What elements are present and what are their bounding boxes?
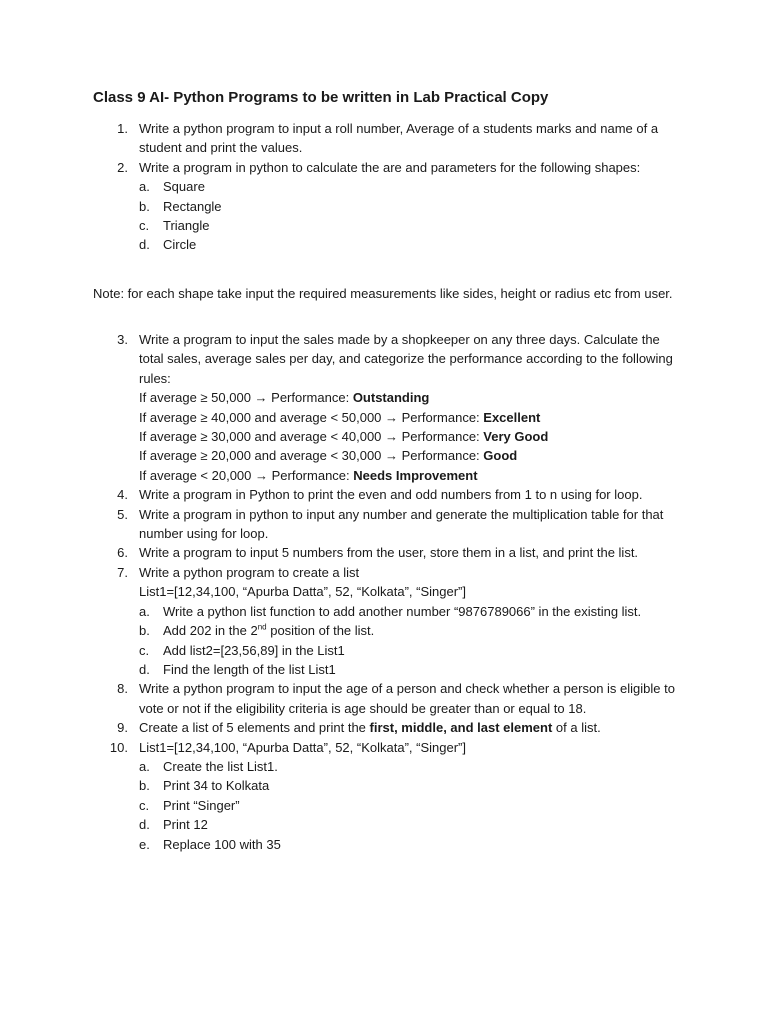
question-text: Write a program to input 5 numbers from the user, store them in a list, and print the list. <box>139 545 639 561</box>
performance-rule <box>139 466 679 485</box>
sub-item-label: a. <box>139 758 150 774</box>
ordinal-superscript: nd <box>257 622 267 632</box>
question-1 <box>0 119 679 158</box>
question-text-bold: first, middle, and last element <box>369 720 553 736</box>
question-number: 5. <box>117 506 128 522</box>
question-number: 10. <box>109 739 128 755</box>
sub-item-text: Square <box>163 179 205 195</box>
sub-item <box>139 602 679 621</box>
question-number: 2. <box>117 159 128 175</box>
question-list-part-1 <box>0 119 768 255</box>
sub-item <box>139 197 679 216</box>
rule-condition: If average < 20,000 → Performance: <box>139 467 354 483</box>
sub-item-text: Replace 100 with 35 <box>163 836 281 852</box>
sub-item-text: Print 34 to Kolkata <box>163 778 270 794</box>
sub-item-label: d. <box>139 237 150 253</box>
question-number: 3. <box>117 332 128 347</box>
rule-performance: Good <box>483 448 518 464</box>
question-7 <box>0 563 679 679</box>
sub-item-text: Find the length of the list List1 <box>163 661 336 677</box>
list-definition: List1=[12,34,100, “Apurba Datta”, 52, “Kolkata”, “Singer”] <box>139 584 466 600</box>
rule-condition: If average ≥ 50,000 → Performance: <box>139 390 353 406</box>
performance-rule <box>139 427 679 446</box>
question-4 <box>0 485 679 504</box>
sub-item <box>139 815 679 834</box>
note-text: Note: for each shape take input the required measurements like sides, height or radius etc from user. <box>93 286 673 301</box>
sub-item-label: a. <box>139 179 150 195</box>
sub-item <box>139 177 679 196</box>
question-2 <box>0 158 679 255</box>
rule-condition: If average ≥ 40,000 and average < 50,000 → Performance: <box>139 409 484 425</box>
sub-item-text-post: position of the list. <box>266 623 375 639</box>
sub-item <box>139 796 679 815</box>
sub-item <box>139 621 679 640</box>
question-number: 1. <box>117 121 128 136</box>
question-text: List1=[12,34,100, “Apurba Datta”, 52, “Kolkata”, “Singer”] <box>139 739 466 755</box>
question-10 <box>0 738 679 854</box>
question-text: Write a program in python to input any number and generate the multiplication table for that number using for loop. <box>139 506 664 542</box>
question-number: 7. <box>117 564 128 580</box>
question-text: Write a program in python to calculate the are and parameters for the following shapes: <box>139 159 641 175</box>
sub-item-text: Triangle <box>163 218 210 234</box>
rule-performance: Outstanding <box>352 390 430 406</box>
sub-item-label: e. <box>139 836 150 852</box>
sub-item-label: c. <box>139 642 150 658</box>
sub-item <box>139 757 679 776</box>
sub-item-text: Create the list List1. <box>163 758 278 774</box>
sub-item-label: d. <box>139 661 150 677</box>
rule-condition: If average ≥ 30,000 and average < 40,000 → Performance: <box>139 429 484 445</box>
sub-item-text-pre: Add 202 in the 2 <box>163 623 258 639</box>
question-number: 8. <box>117 681 128 697</box>
sub-item <box>139 660 679 679</box>
question-text: Write a python program to create a list <box>139 564 360 580</box>
performance-rule <box>139 388 679 407</box>
question-text-pre: Create a list of 5 elements and print the <box>139 720 370 736</box>
sub-item <box>139 641 679 660</box>
question-text: Write a python program to input a roll number, Average of a students marks and name of a student and print the values. <box>139 121 659 156</box>
sub-item <box>139 835 679 854</box>
question-text-post: of a list. <box>552 720 601 736</box>
question-text: Write a program to input the sales made by a shopkeeper on any three days. Calculate the total sales, average sales per day, and categorize the performance according to the following rules: <box>139 332 673 386</box>
sub-item <box>139 235 679 254</box>
question-list-part-2 <box>0 330 768 854</box>
question-8 <box>0 679 679 718</box>
sub-item <box>139 776 679 795</box>
sub-item-label: b. <box>139 778 150 794</box>
question-number: 9. <box>117 720 128 736</box>
question-number: 4. <box>117 487 128 503</box>
sub-item-label: c. <box>139 218 150 234</box>
question-text: Write a python program to input the age of a person and check whether a person is eligible to vote or not if the eligibility criteria is age should be greater than or equal to 18. <box>139 681 675 716</box>
sub-item-text: Add list2=[23,56,89] in the List1 <box>163 642 345 658</box>
sub-item-text: Print “Singer” <box>163 797 240 813</box>
performance-rule <box>139 446 679 465</box>
question-6 <box>0 543 679 562</box>
sub-item-label: b. <box>139 198 150 214</box>
question-3 <box>0 330 679 485</box>
sub-item <box>139 216 679 235</box>
rule-performance: Excellent <box>483 409 541 425</box>
document-title: Class 9 AI- Python Programs to be written in Lab Practical Copy <box>93 89 549 106</box>
sub-item-text: Rectangle <box>163 198 222 214</box>
sub-item-label: b. <box>139 623 150 639</box>
question-number: 6. <box>117 545 128 561</box>
sub-item-label: c. <box>139 797 150 813</box>
question-9 <box>0 718 679 737</box>
question-text: Write a program in Python to print the even and odd numbers from 1 to n using for loop. <box>139 487 643 503</box>
sub-item-label: a. <box>139 603 150 619</box>
sub-item-text: Circle <box>163 237 197 253</box>
sub-item-text: Write a python list function to add another number “9876789066” in the existing list. <box>163 603 642 619</box>
sub-item-text: Print 12 <box>163 817 208 833</box>
performance-rule <box>139 408 679 427</box>
question-5 <box>0 505 679 544</box>
rule-performance: Needs Improvement <box>353 467 478 483</box>
sub-item-label: d. <box>139 817 150 833</box>
rule-condition: If average ≥ 20,000 and average < 30,000 → Performance: <box>139 448 484 464</box>
rule-performance: Very Good <box>483 429 549 445</box>
